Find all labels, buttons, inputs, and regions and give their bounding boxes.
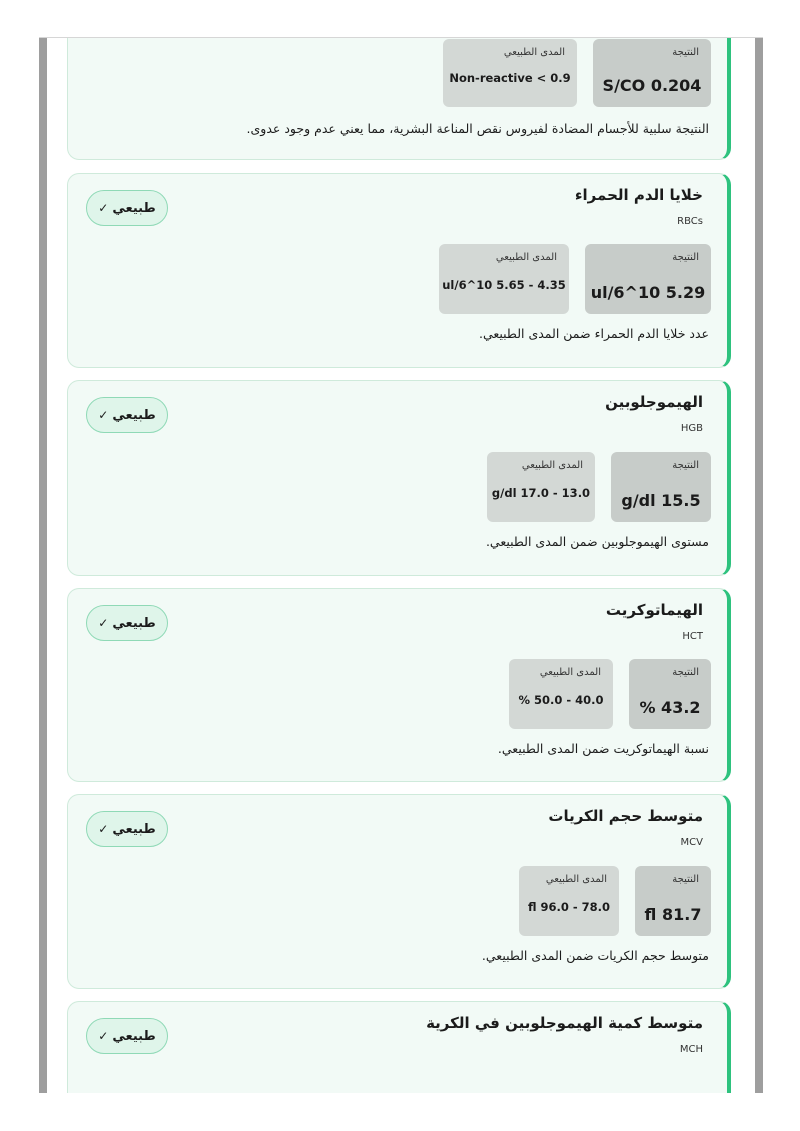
test-code: MCV [680, 837, 703, 848]
range-value: fl 96.0 - 78.0 [527, 900, 611, 914]
status-label: طبيعي [112, 1028, 156, 1044]
result-label: النتيجة [672, 874, 699, 885]
range-label: المدى الطبيعي [539, 667, 601, 678]
test-description: عدد خلايا الدم الحمراء ضمن المدى الطبيعي. [478, 326, 709, 341]
result-label: النتيجة [672, 47, 699, 58]
range-label: المدى الطبيعي [521, 460, 583, 471]
result-box [611, 452, 711, 522]
test-code: RBCs [677, 216, 703, 227]
range-box [443, 39, 577, 107]
range-box [519, 866, 619, 936]
result-box [585, 244, 711, 314]
test-code: HCT [682, 631, 703, 642]
result-box [593, 39, 711, 107]
status-badge [86, 190, 168, 226]
test-code: MCH [679, 1044, 703, 1055]
result-value: ul/6^10 5.29 [590, 283, 706, 302]
status-label: طبيعي [112, 200, 156, 216]
result-value: % 43.2 [639, 698, 701, 717]
range-value: Non-reactive < 0.9 [449, 71, 571, 85]
check-icon: ✓ [98, 616, 109, 630]
status-label: طبيعي [112, 615, 156, 631]
status-badge [86, 1018, 168, 1054]
test-description: النتيجة سلبية للأجسام المضادة لفيروس نقص المناعة البشرية، مما يعني عدم وجود عدوى. [246, 121, 709, 136]
range-value: g/dl 17.0 - 13.0 [491, 486, 591, 500]
test-card-hct [67, 588, 731, 782]
test-card-mch [67, 1001, 731, 1093]
result-label: النتيجة [672, 667, 699, 678]
check-icon: ✓ [98, 201, 109, 215]
test-name: متوسط كمية الهيموجلوبين في الكرية [426, 1014, 703, 1032]
range-box [439, 244, 569, 314]
status-badge [86, 605, 168, 641]
result-value: fl 81.7 [644, 905, 702, 924]
range-label: المدى الطبيعي [545, 874, 607, 885]
range-value: ul/6^10 5.65 - 4.35 [442, 278, 566, 292]
result-label: النتيجة [672, 460, 699, 471]
result-label: النتيجة [672, 252, 699, 263]
test-card-hiv [67, 38, 731, 160]
result-value: g/dl 15.5 [621, 491, 701, 510]
test-description: نسبة الهيماتوكريت ضمن المدى الطبيعي. [497, 741, 709, 756]
range-value: % 50.0 - 40.0 [518, 693, 604, 707]
check-icon: ✓ [98, 822, 109, 836]
document-frame [39, 37, 763, 1093]
status-badge [86, 397, 168, 433]
test-code: HGB [680, 423, 703, 434]
check-icon: ✓ [98, 1029, 109, 1043]
report-page [47, 38, 755, 1093]
status-label: طبيعي [112, 821, 156, 837]
test-description: متوسط حجم الكريات ضمن المدى الطبيعي. [481, 948, 709, 963]
test-name: متوسط حجم الكريات [548, 807, 703, 825]
range-box [509, 659, 613, 729]
range-box [487, 452, 595, 522]
result-box [629, 659, 711, 729]
test-name: الهيماتوكريت [605, 601, 703, 619]
check-icon: ✓ [98, 408, 109, 422]
range-label: المدى الطبيعي [495, 252, 557, 263]
range-label: المدى الطبيعي [503, 47, 565, 58]
test-name: خلايا الدم الحمراء [574, 186, 703, 204]
test-description: مستوى الهيموجلوبين ضمن المدى الطبيعي. [485, 534, 709, 549]
test-name: الهيموجلوبين [605, 393, 703, 411]
result-box [635, 866, 711, 936]
status-label: طبيعي [112, 407, 156, 423]
result-value: S/CO 0.204 [602, 76, 702, 95]
test-card-hgb [67, 380, 731, 576]
status-badge [86, 811, 168, 847]
test-card-rbcs [67, 173, 731, 368]
test-card-mcv [67, 794, 731, 989]
